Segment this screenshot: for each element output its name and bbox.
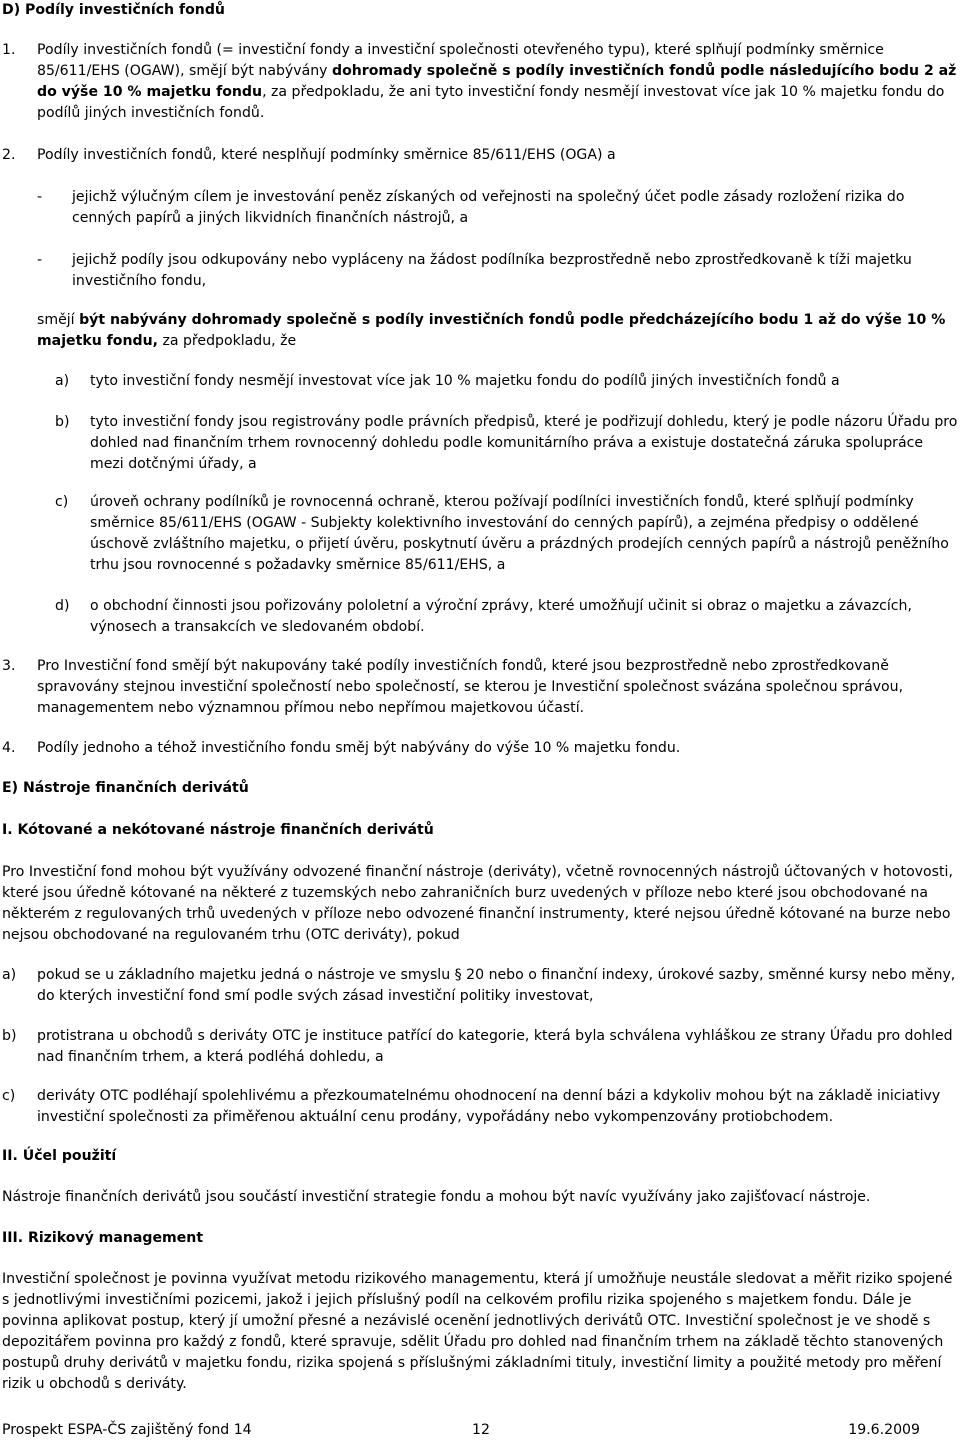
subsection-3-heading: III. Rizikový management: [2, 1230, 204, 1246]
p2-item-a-label: a): [55, 373, 70, 389]
section-d-heading: D) Podíly investičních fondů: [2, 2, 225, 18]
p1-text: [37, 40, 960, 124]
p2-item-d-label: d): [55, 598, 70, 614]
p2-summary-bold: být nabývány dohromady společně s podíly investičních fondů podle předcházejícího bodu 1 až do výše 10 % majetku fondu,: [37, 312, 946, 349]
p2-dash-2: jejichž podíly jsou odkupovány nebo vypláceny na žádost podílníka bezprostředně nebo zprostředkovaně k tíži majetku investičního fondu,: [72, 252, 912, 289]
p1-text-b: , za předpokladu, že ani tyto investiční fondy nesmějí investovat více jak 10 % majetku fondu do podílů jiných investičních fondů.: [37, 84, 945, 121]
subsection-1-heading: I. Kótované a nekótované nástroje finančních derivátů: [2, 822, 434, 838]
footer-page-number: 12: [472, 1422, 490, 1438]
p3-number: 3.: [2, 658, 16, 674]
e-item-c-label: c): [2, 1088, 16, 1104]
p2-dash-1: jejichž výlučným cílem je investování peněz získaných od veřejnosti na společný účet podle zásady rozložení rizika do cenných papírů a jiných likvidních finančních nástrojů, a: [72, 189, 905, 226]
p1-text-bold: dohromady společně s podíly investičních fondů podle následujícího bodu 2 až do výše 10 % majetku fondu: [37, 63, 957, 100]
footer-document-title: Prospekt ESPA-ČS zajištěný fond 14: [2, 1422, 252, 1438]
footer-date: 19.6.2009: [848, 1422, 920, 1438]
e-item-b-label: b): [2, 1028, 17, 1044]
p2-item-c: úroveň ochrany podílníků je rovnocenná ochraně, kterou požívají podílníci investičních fondů, které splňují podmínky směrnice 85/611/EHS (OGAW - Subjekty kolektivního investování do cenných papírů), a zejména předpisy o oddělené úschově zvláštního majetku, o přijetí úvěru, poskytnutí úvěru a prázdných prodejích cenných papírů a nástrojů peněžního trhu jsou rovnocenné s požadavky směrnice 85/611/EHS, a: [90, 494, 949, 573]
p2-item-a: tyto investiční fondy nesmějí investovat více jak 10 % majetku fondu do podílů jiných investičních fondů a: [90, 373, 840, 389]
e-item-a-label: a): [2, 967, 17, 983]
p2-item-b: tyto investiční fondy jsou registrovány podle právních předpisů, které je podřizují dohledu, který je podle názoru Úřadu pro dohled nad finančním trhem rovnocenný dohledu podle komunitárního práva a existuje dostatečná záruka spolupráce mezi dotčnými úřady, a: [90, 414, 958, 472]
subsection-1-paragraph: Pro Investiční fond mohou být využívány odvozené finanční nástroje (deriváty), včetně rovnocenných nástrojů účtovaných v hotovosti, které jsou úředně kótované na některé z tuzemských nebo zahraničních burz uvedených v příloze nebo které jsou obchodované na některém z regulovaných trhů uvedených v příloze nebo odvozené finanční instrumenty, které nejsou úředně kótované na burze nebo nejsou obchodované na regulovaném trhu (OTC deriváty), pokud: [2, 864, 953, 943]
subsection-3-paragraph: Investiční společnost je povinna využívat metodu rizikového managementu, která jí umožňuje neustále sledovat a měřit riziko spojené s jednotlivými investičními pozicemi, jakož i jejich příslušný podíl na celkovém profilu rizika spojeného s majetkem fondu. Dále je povinna aplikovat postup, který jí umožní přesné a nezávislé ocenění jednotlivých derivátů OTC. Investiční společnost je ve shodě s depozitářem povinna pro každý z fondů, které spravuje, sdělit Úřadu pro dohled nad finančním trhem na základě těchto stanovených postupů druhy derivátů v majetku fondu, rizika spojená s příslušnými základními tituly, investiční limity a použité metody pro měření rizik u obchodů s deriváty.: [2, 1271, 953, 1392]
p1-text-a: Podíly investičních fondů (= investiční fondy a investiční společnosti otevřeného typu), které splňují podmínky směrnice 85/611/EHS (OGAW), smějí být nabývány: [37, 42, 884, 79]
p2-item-d: o obchodní činnosti jsou pořizovány pololetní a výroční zprávy, které umožňují učinit si obraz o majetku a závazcích, výnosech a transakcích ve sledovaném období.: [90, 598, 912, 635]
section-e-heading: E) Nástroje finančních derivátů: [2, 780, 249, 796]
p2-summary: [37, 310, 960, 352]
p2-item-b-label: b): [55, 414, 70, 430]
p2-summary-b: za předpokladu, že: [157, 333, 297, 349]
p4-text: Podíly jednoho a téhož investičního fondu směj být nabývány do výše 10 % majetku fondu.: [37, 740, 681, 756]
page-footer: [2, 1420, 960, 1441]
subsection-2-paragraph: Nástroje finančních derivátů jsou součástí investiční strategie fondu a mohou být navíc využívány jako zajišťovací nástroje.: [2, 1189, 871, 1205]
p1-number: 1.: [2, 42, 16, 58]
e-item-c: deriváty OTC podléhají spolehlivému a přezkoumatelnému ohodnocení na denní bázi a kdykoliv mohou být na základě iniciativy investiční společnosti za přiměřenou aktuální cenu prodány, vypořádány nebo vykompenzovány protiobchodem.: [37, 1088, 941, 1125]
dash-bullet-1: -: [37, 189, 43, 205]
e-item-a: pokud se u základního majetku jedná o nástroje ve smyslu § 20 nebo o finanční indexy, úrokové sazby, směnné kursy nebo měny, do kterých investiční fond smí podle svých zásad investiční politiky investovat,: [37, 967, 956, 1004]
p2-number: 2.: [2, 147, 16, 163]
dash-bullet-2: -: [37, 252, 43, 268]
p3-text: Pro Investiční fond smějí být nakupovány také podíly investičních fondů, které jsou bezprostředně nebo zprostředkovaně spravovány stejnou investiční společností nebo společností, se kterou je Investiční společnost svázána společnou správou, managementem nebo významnou přímou nebo nepřímou majetkovou účastí.: [37, 658, 904, 716]
p2-item-c-label: c): [55, 494, 69, 510]
p4-number: 4.: [2, 740, 16, 756]
p2-intro: Podíly investičních fondů, které nesplňují podmínky směrnice 85/611/EHS (OGA) a: [37, 147, 616, 163]
p2-summary-a: smějí: [37, 312, 80, 328]
e-item-b: protistrana u obchodů s deriváty OTC je instituce patřící do kategorie, která byla schválena vyhláškou ze strany Úřadu pro dohled nad finančním trhem, a která podléhá dohledu, a: [37, 1028, 953, 1065]
subsection-2-heading: II. Účel použití: [2, 1148, 117, 1164]
